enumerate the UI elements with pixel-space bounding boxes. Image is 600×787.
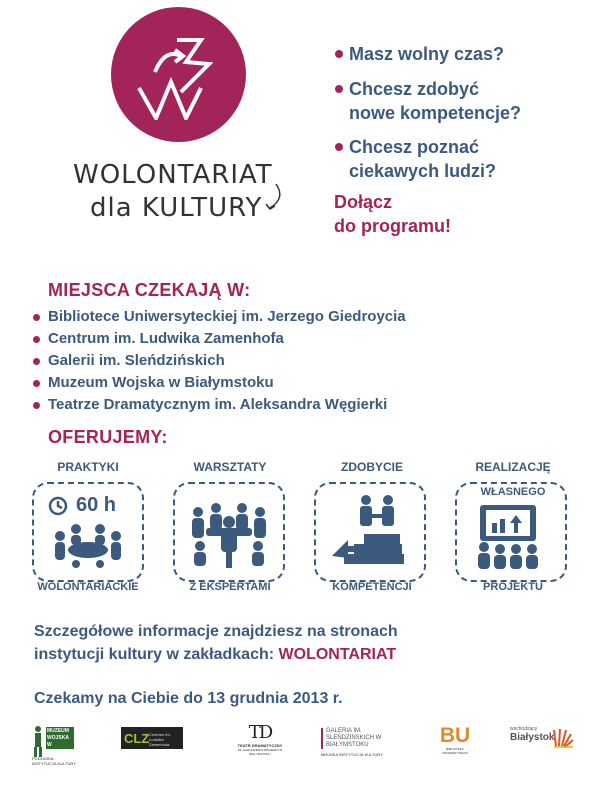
hours-badge: 60 h [76, 494, 117, 516]
workshop-icon [186, 500, 272, 572]
question-3: Chcesz poznać [349, 135, 479, 159]
presentation-icon [472, 503, 552, 573]
info-line-1: Szczegółowe informacje znajdziesz na stronach [34, 623, 398, 640]
bu-logo: BU BIBLIOTEKA UNIWERSYTECKA [439, 724, 471, 755]
offer-2-bottom: Z EKSPERTAMI [189, 581, 271, 593]
places-heading: MIEJSCA CZEKAJĄ W: [48, 280, 251, 300]
join-line-1: Dołącz [334, 192, 393, 212]
place-item: Centrum im. Ludwika Zamenhofa [48, 328, 284, 350]
place-item: Galerii im. Sleńdzińskich [48, 350, 225, 372]
sun-icon [552, 726, 574, 750]
offer-1-bottom: WOLONTARIACKIE [37, 581, 139, 593]
soldier-icon [32, 725, 44, 757]
info-line-2: instytucji kultury w zakładkach: WOLONTARIAT [34, 646, 397, 663]
offer-3-bottom: KOMPETENCJI [332, 581, 412, 593]
question-3-cont: ciekawych ludzi? [349, 161, 497, 181]
clock-icon [48, 496, 68, 516]
people-at-table-icon [46, 520, 130, 572]
galeria-logo: GALERIA IM. SLEŃDZIŃSKICH W BIAŁYMSTOKU MIEJSKA INSTYTUCJA KULTURY [321, 728, 391, 757]
offer-4-top: REALIZACJĘ [475, 460, 551, 474]
offer-4-bottom: PROJEKTU [483, 581, 543, 593]
deadline: Czekamy na Ciebie do 13 grudnia 2013 r. [34, 690, 343, 707]
clz-logo: CLZ Centrum im. Ludwika Zamenhofa [121, 727, 183, 749]
museum-logo: MUZEUM WOJSKA W BIAŁYMSTOKU PODLASKA INSTYTUCJA KULTURY [32, 723, 72, 759]
handshake-stairs-icon [330, 494, 416, 574]
logo-mark-icon [131, 30, 231, 120]
offer-2-top: WARSZTATY [193, 460, 267, 474]
question-1: Masz wolny czas? [349, 42, 504, 66]
place-item: Teatrze Dramatycznym im. Aleksandra Węgierki [48, 394, 387, 416]
bialystok-logo: wschodzący Białystok [510, 726, 572, 743]
logo-arrow-icon [262, 182, 292, 216]
logo-line-1: WOLONTARIAT [73, 160, 273, 190]
place-item: Bibliotece Uniwersyteckiej im. Jerzego Giedroycia [48, 306, 406, 328]
logo-line-2: dla KULTURY [90, 193, 263, 223]
info-highlight: WOLONTARIAT [278, 646, 397, 663]
offer-3-top: ZDOBYCIE [340, 460, 403, 474]
offer-1-top: PRAKTYKI [57, 460, 119, 474]
offer-heading: OFERUJEMY: [48, 427, 168, 447]
teatr-logo: TD TEATR DRAMATYCZNY IM. ALEKSANDRA WĘGIERKI W BIAŁYMSTOKU [237, 722, 283, 756]
join-line-2: do programu! [334, 216, 451, 236]
question-2: Chcesz zdobyć [349, 77, 479, 101]
question-2-cont: nowe kompetencje? [349, 103, 522, 123]
offer-4-top-2: WŁASNEGO [480, 486, 546, 498]
place-item: Muzeum Wojska w Białymstoku [48, 372, 274, 394]
